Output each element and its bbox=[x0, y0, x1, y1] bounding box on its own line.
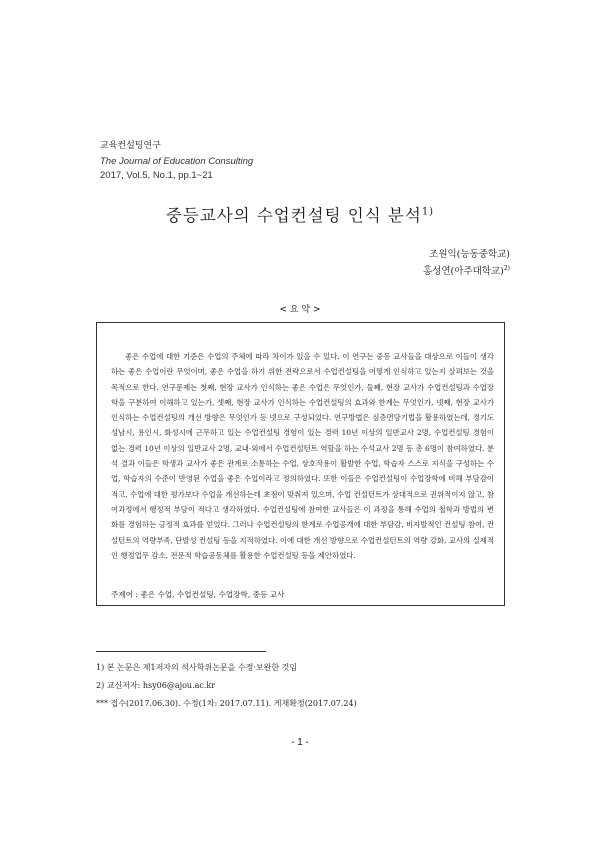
abstract-box bbox=[96, 322, 505, 606]
author-1: 조원익(능동중학교) bbox=[429, 249, 510, 260]
paper-title-text: 중등교사의 수업컨설팅 인식 분석 bbox=[165, 206, 422, 225]
author-2 bbox=[423, 263, 510, 277]
page-number: - 1 - bbox=[291, 737, 309, 748]
footnote-3: *** 접수(2017.06.30). 수정(1차: 2017.07.11). 게재확정(2017.07.24) bbox=[96, 699, 357, 708]
abstract-keywords: 주제어 : 좋은 수업, 수업컨설팅, 수업장학, 중등 교사 bbox=[111, 590, 285, 599]
author-2-name: 홍성연(아주대학교) bbox=[422, 266, 504, 277]
footnote-1: 1) 본 논문은 제1저자의 석사학위논문을 수정·보완한 것임 bbox=[96, 663, 298, 672]
journal-name-korean: 교육컨설팅연구 bbox=[100, 141, 161, 151]
title-footnote-mark: 1) bbox=[421, 206, 435, 218]
footnote-divider bbox=[96, 651, 266, 652]
journal-name-english: The Journal of Education Consulting bbox=[100, 156, 254, 167]
footnote-2: 2) 교신저자: hsy06@ajou.ac.kr bbox=[96, 681, 216, 690]
abstract-label: < 요 약 > bbox=[279, 305, 321, 315]
abstract-text: 좋은 수업에 대한 기준은 수업의 주체에 따라 차이가 있을 수 있다. 이 연구는 중등 교사들을 대상으로 이들이 생각하는 좋은 수업이란 무엇이며, 좋은 수업을 하기 위한 전략으로서 수업컨설팅을 어떻게 인식하고 있는지 살펴보는 것을 목적으로 한다. 연구문제는 첫째, 현장 교사가 인식하는 좋은 수업은 무엇인가, 둘째, 현장 교사가 수업컨설팅과 수업장학을 구분하여 이해하고 있는가, 셋째, 현장 교사가 인식하는 수업컨설팅의 효과와 한계는 무엇인가, 넷째, 현장 교사가 인식하는 수업컨설팅의 개선 방향은 무엇인가 등 넷으로 구성되었다. 연구방법은 심층면담기법을 활용하였는데, 경기도 성남시, 용인시, 화성시에 근무하고 있는 수업컨설팅 경험이 있는 경력 10년 이상의 일반교사 2명, 수업컨설팅 경험이 없는 경력 10년 이상의 일반교사 2명, 교내·외에서 수업컨설턴트 역할을 하는 수석교사 2명 등 총 6명이 참여하였다. 분석 결과 이들은 학생과 교사가 좋은 관계로 소통하는 수업, 상호작용이 활발한 수업, 학습자 스스로 지식을 구성하는 수업, 학습자의 수준이 반영된 수업을 좋은 수업이라고 정의하였다. 또한 이들은 수업컨설팅이 수업장학에 비해 부담감이 적고, 수업에 대한 평가보다 수업을 개선하는데 초점이 맞춰져 있으며, 수업 컨설턴트가 상대적으로 권위적이지 않고, 참여과정에서 행정적 부담이 적다고 생각하였다. 수업컨설팅에 참여한 교사들은 이 과정을 통해 수업의 철학과 방법의 변화를 경험하는 긍정적 효과를 얻었다. 그러나 수업컨설팅의 한계로 수업공개에 대한 부담감, 비자발적인 컨설팅 참여, 컨설턴트의 역량부족, 단발성 컨설팅 등을 지적하였다. 이에 대한 개선 방향으로 수업컨설턴트의 역량 강화, 교사의 실제적인 행정업무 감소, 전문적 학습공동체를 활용한 수업컨설팅 등을 제안하였다. bbox=[111, 352, 494, 560]
journal-volume-info: 2017, Vol.5, No.1, pp.1~21 bbox=[100, 170, 213, 181]
paper-title bbox=[0, 202, 600, 226]
author-2-footnote-mark: 2) bbox=[503, 264, 510, 272]
